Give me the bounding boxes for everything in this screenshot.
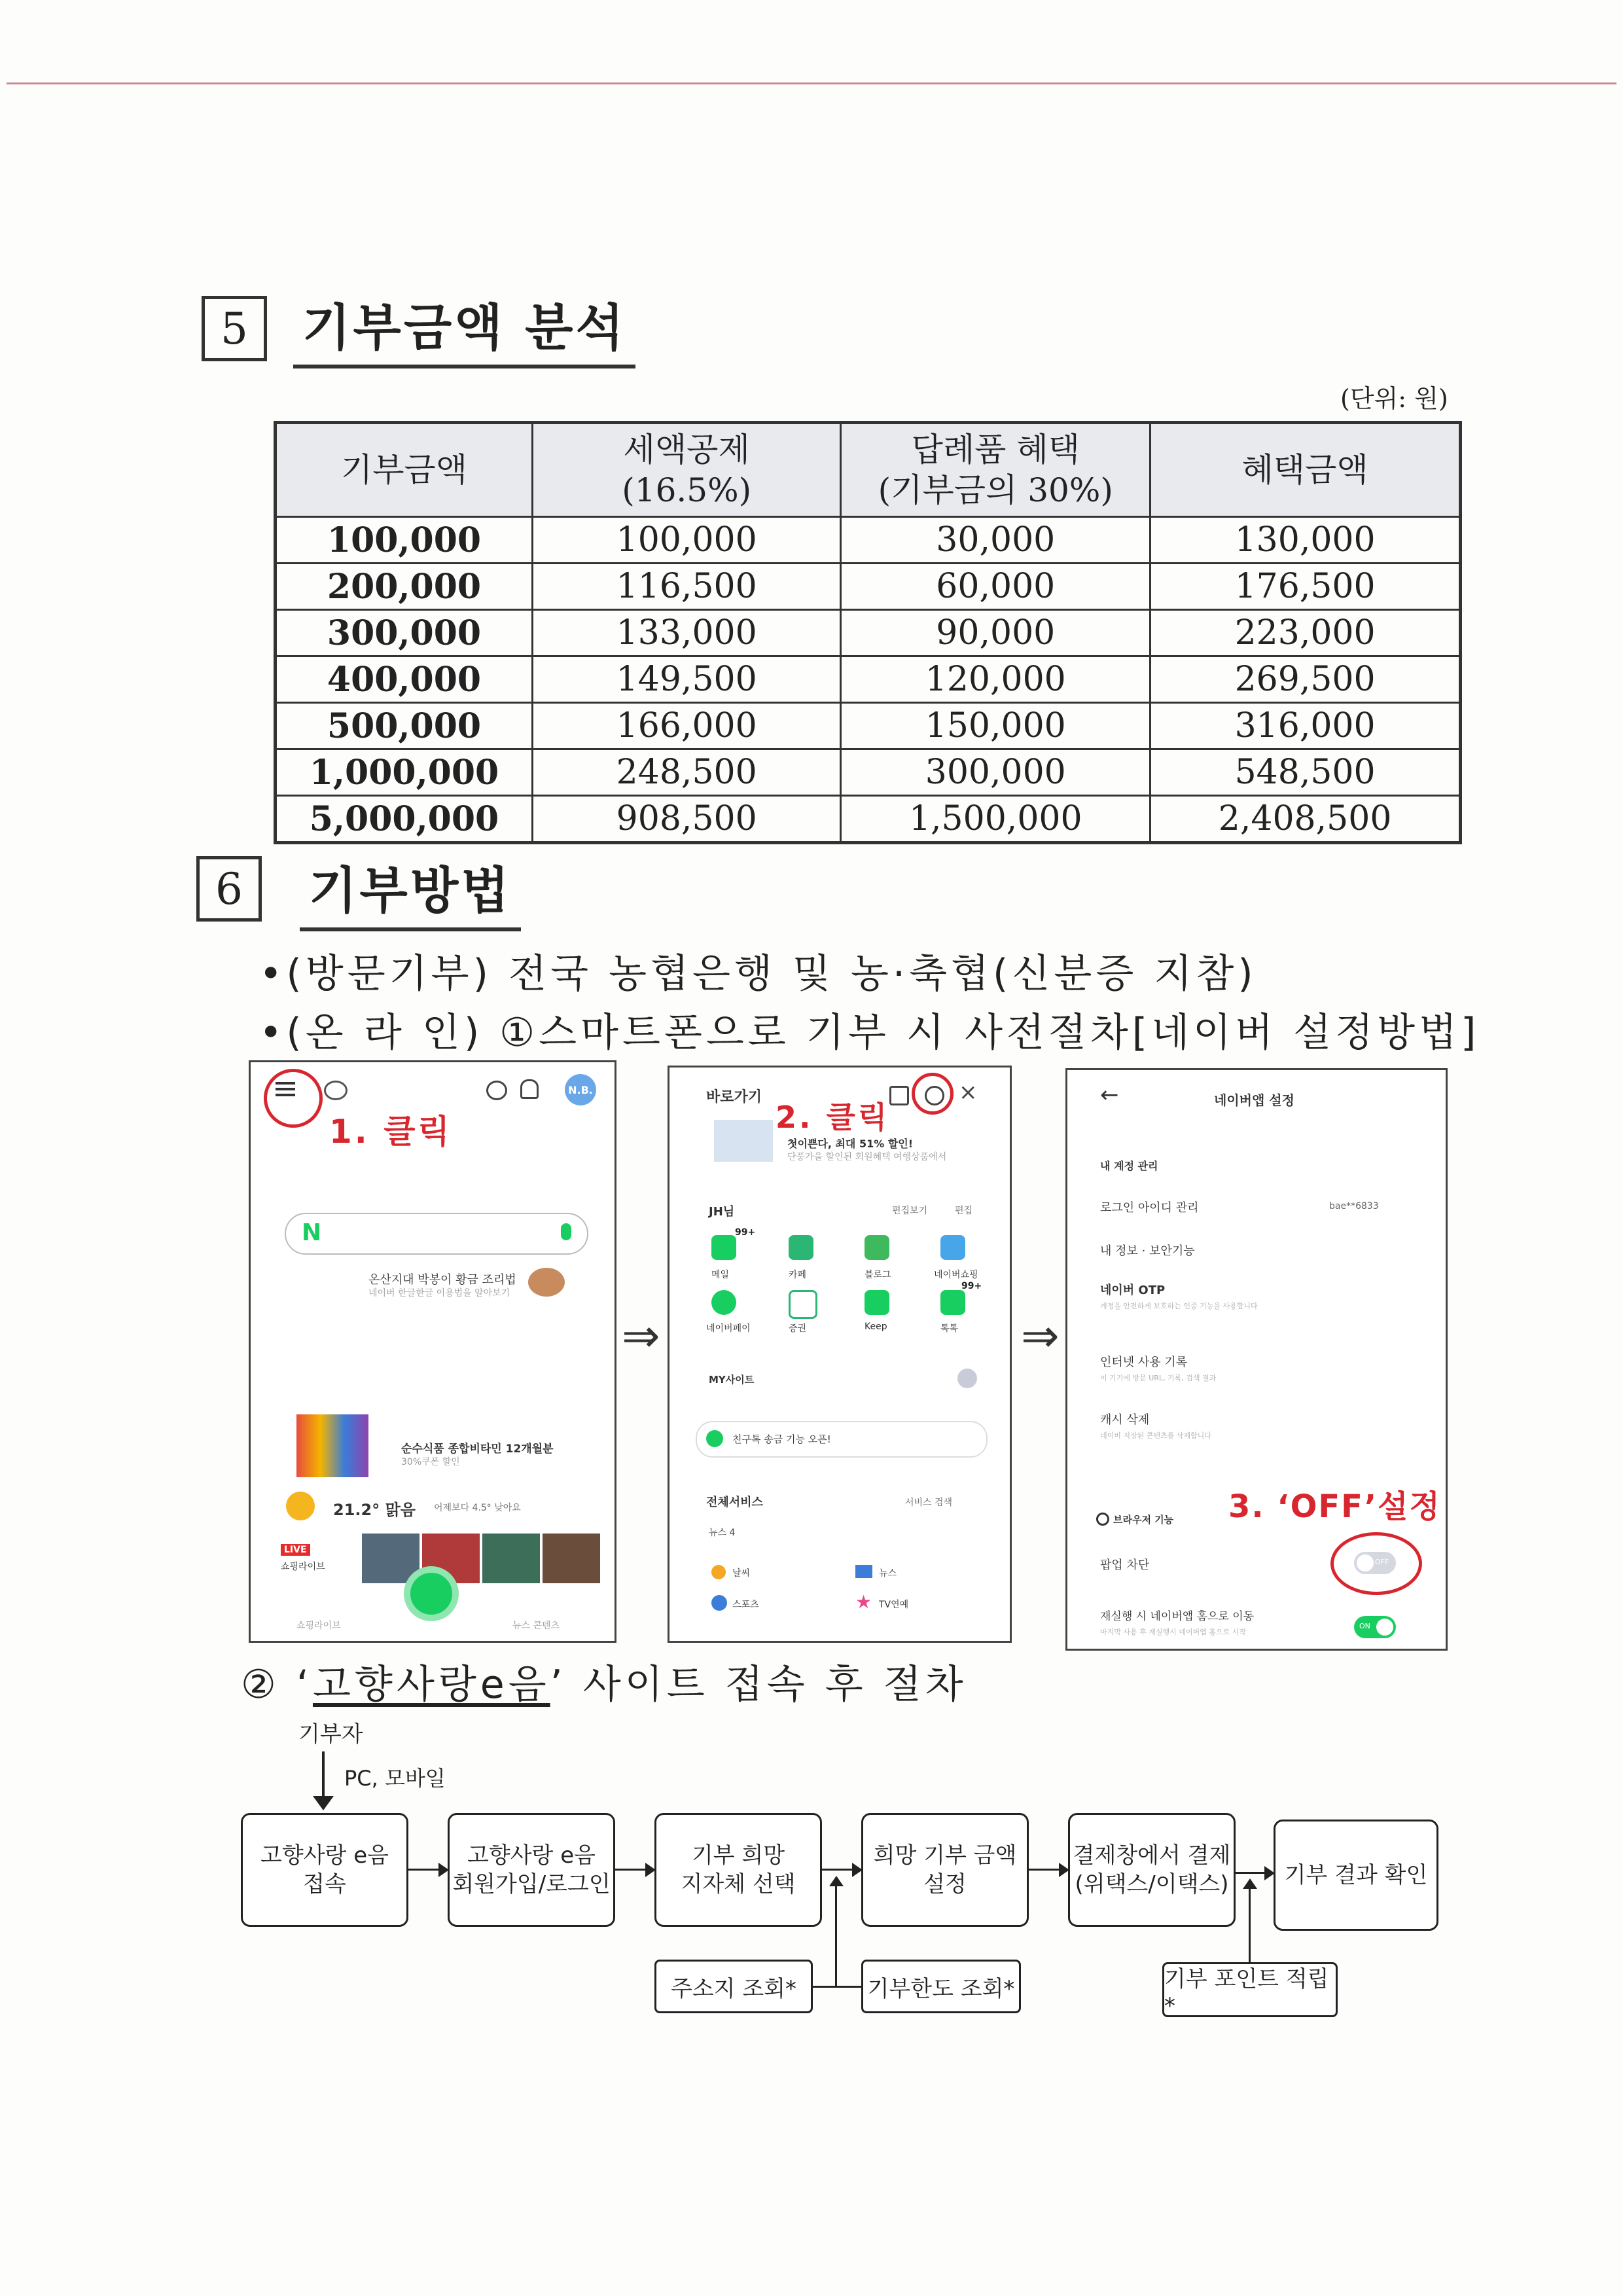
tab-count-icon[interactable] xyxy=(889,1086,909,1105)
search-input[interactable] xyxy=(285,1213,588,1255)
live-badge: LIVE xyxy=(281,1544,310,1556)
up-arrow-icon xyxy=(1243,1878,1257,1889)
globe-icon xyxy=(1096,1513,1109,1526)
table-row xyxy=(276,749,1461,796)
section-title-analysis: 기부금액 분석 xyxy=(293,288,635,368)
ad-product-image xyxy=(296,1414,368,1477)
header-tax-credit: 세액공제 (16.5%) xyxy=(533,423,841,517)
cell: 2,408,500 xyxy=(1150,796,1461,843)
table-row xyxy=(276,656,1461,703)
connector-line xyxy=(408,1869,441,1871)
table-row xyxy=(276,517,1461,564)
cell: 1,000,000 xyxy=(276,749,533,796)
browser-section: 브라우저 기능 xyxy=(1113,1514,1174,1526)
step2-label: 2. 클릭 xyxy=(776,1100,890,1135)
settings-title: 네이버앱 설정 xyxy=(1214,1092,1294,1108)
weather-icon xyxy=(711,1565,726,1579)
cell: 908,500 xyxy=(533,796,841,843)
cell: 116,500 xyxy=(533,564,841,610)
highlight-circle-gear xyxy=(912,1073,954,1115)
sun-icon xyxy=(286,1492,315,1520)
cache-description: 네이버 저장된 콘텐츠를 삭제합니다 xyxy=(1100,1431,1211,1440)
highlight-circle-menu xyxy=(264,1069,323,1128)
right-arrow-icon xyxy=(1264,1866,1275,1880)
weather-temp[interactable]: 21.2° 맑음 xyxy=(333,1501,416,1519)
weather-compare: 어제보다 4.5° 낮아요 xyxy=(434,1503,521,1513)
cell: 100,000 xyxy=(276,517,533,564)
cell: 200,000 xyxy=(276,564,533,610)
live-thumb[interactable] xyxy=(543,1534,600,1583)
sports-service[interactable]: 스포츠 xyxy=(732,1600,759,1610)
ad-subline: 단풍가을 할인된 회원혜택 여행상품에서 xyxy=(787,1152,947,1162)
popup-block: 팝업 차단 xyxy=(1100,1558,1150,1572)
cell: 133,000 xyxy=(533,610,841,656)
mail-label: 메일 xyxy=(711,1270,730,1280)
flow-step-result: 기부 결과 확인 xyxy=(1274,1820,1438,1931)
talk-badge: 99+ xyxy=(961,1281,982,1291)
cell: 1,500,000 xyxy=(841,796,1150,843)
donation-table xyxy=(274,421,1462,844)
star-icon: ★ xyxy=(855,1591,872,1613)
connector-line xyxy=(822,1869,855,1871)
header-rule xyxy=(7,82,1616,84)
tv-service[interactable]: TV연예 xyxy=(879,1600,909,1610)
all-services-title: 전체서비스 xyxy=(706,1496,763,1509)
stock-icon[interactable] xyxy=(789,1290,817,1319)
stock-label: 증권 xyxy=(789,1323,807,1334)
back-icon[interactable]: ← xyxy=(1100,1082,1119,1108)
cell: 30,000 xyxy=(841,517,1150,564)
bell-icon[interactable] xyxy=(520,1079,539,1099)
cell: 500,000 xyxy=(276,703,533,749)
live-thumb[interactable] xyxy=(482,1534,540,1583)
avatar[interactable]: N.B. xyxy=(565,1074,596,1105)
header-benefit: 혜택금액 xyxy=(1150,423,1461,517)
cell: 60,000 xyxy=(841,564,1150,610)
connector-line xyxy=(1249,1888,1251,1962)
cell: 316,000 xyxy=(1150,703,1461,749)
mail-badge: 99+ xyxy=(735,1227,756,1238)
connector-line xyxy=(835,1986,861,1988)
pay-label: 네이버페이 xyxy=(706,1323,751,1334)
talk-icon[interactable] xyxy=(940,1290,965,1315)
news-service[interactable]: 뉴스 xyxy=(879,1568,897,1579)
restart-home: 재실행 시 네이버앱 홈으로 이동 xyxy=(1100,1610,1255,1623)
flow-step-access: 고향사랑 e음 접속 xyxy=(241,1813,408,1927)
cell: 300,000 xyxy=(276,610,533,656)
flow-step-login: 고향사랑 e음 회원가입/로그인 xyxy=(448,1813,615,1927)
live-label: 쇼핑라이브 xyxy=(281,1562,325,1572)
blog-label: 블로그 xyxy=(865,1270,891,1280)
donor-label: 기부자 xyxy=(298,1721,363,1748)
otp-description: 계정을 안전하게 보호하는 인증 기능을 사용합니다 xyxy=(1100,1302,1258,1310)
section-number-5: 5 xyxy=(202,296,267,361)
keep-label: Keep xyxy=(865,1321,887,1332)
login-manage[interactable]: 로그인 아이디 관리 xyxy=(1100,1201,1199,1215)
connector-line xyxy=(835,1885,837,1988)
right-arrow-icon xyxy=(1059,1863,1069,1877)
header-gift: 답례품 혜택 (기부금의 30%) xyxy=(841,423,1150,517)
sports-icon xyxy=(711,1595,727,1611)
cafe-label: 카페 xyxy=(789,1270,807,1280)
highlight-circle-toggle xyxy=(1330,1532,1422,1595)
ad-subtitle: 30%쿠폰 할인 xyxy=(401,1457,460,1467)
ad-headline[interactable]: 첫이쁜다, 최대 51% 할인! xyxy=(787,1138,914,1150)
flow-step-set-amount: 희망 기부 금액 설정 xyxy=(861,1813,1029,1927)
table-row xyxy=(276,703,1461,749)
header-donation: 기부금액 xyxy=(276,423,533,517)
friend-banner[interactable] xyxy=(696,1421,988,1458)
green-dot-button[interactable] xyxy=(404,1566,459,1621)
screenshot-shortcuts xyxy=(668,1066,1012,1643)
section-number-6: 6 xyxy=(196,856,262,922)
info-security[interactable]: 내 정보 · 보안기능 xyxy=(1100,1244,1195,1258)
blog-icon[interactable] xyxy=(865,1235,889,1260)
mysite-label: MY사이트 xyxy=(709,1374,755,1386)
link-edit[interactable]: 편집 xyxy=(955,1206,973,1216)
banner-image xyxy=(528,1268,565,1297)
weather-service[interactable]: 날씨 xyxy=(732,1568,751,1579)
cell: 223,000 xyxy=(1150,610,1461,656)
friend-icon xyxy=(706,1430,723,1447)
right-arrow-icon xyxy=(852,1863,863,1877)
login-id: bae**6833 xyxy=(1329,1201,1379,1211)
restart-toggle[interactable] xyxy=(1354,1616,1396,1638)
connector-line xyxy=(1236,1872,1267,1874)
cell: 90,000 xyxy=(841,610,1150,656)
shopping-icon[interactable] xyxy=(940,1235,965,1260)
footer-news[interactable]: 뉴스 콘텐츠 xyxy=(512,1621,560,1631)
cell: 269,500 xyxy=(1150,656,1461,703)
account-section: 내 계정 관리 xyxy=(1100,1160,1158,1172)
step1-label: 1. 클릭 xyxy=(329,1113,452,1151)
toggle-knob xyxy=(1376,1619,1393,1636)
ad-title[interactable]: 순수식품 종합비타민 12개월분 xyxy=(401,1443,554,1456)
right-arrow-icon xyxy=(438,1863,449,1877)
keep-icon[interactable] xyxy=(865,1290,889,1315)
step3-label: 3. ‘OFF’설정 xyxy=(1228,1488,1441,1525)
shopping-label: 네이버쇼핑 xyxy=(934,1270,978,1280)
naver-logo: N xyxy=(302,1219,322,1246)
news-count: 뉴스 4 xyxy=(709,1528,736,1538)
toggle-on-label: ON xyxy=(1359,1622,1370,1630)
unit-label: (단위: 원) xyxy=(1340,384,1448,413)
close-icon[interactable]: × xyxy=(959,1079,978,1105)
table-row xyxy=(276,564,1461,610)
step2-heading: ② ‘고향사랑e음’ 사이트 접속 후 절차 xyxy=(241,1662,967,1708)
cell: 100,000 xyxy=(533,517,841,564)
down-arrow-icon xyxy=(313,1796,334,1810)
news-icon xyxy=(855,1565,872,1578)
cafe-icon[interactable] xyxy=(789,1235,813,1260)
add-icon[interactable] xyxy=(957,1369,977,1388)
bullet-visit: •(방문기부) 전국 농협은행 및 농·축협(신분증 지참) xyxy=(259,951,1257,997)
device-label: PC, 모바일 xyxy=(344,1766,446,1791)
sub-limit-check: 기부한도 조회* xyxy=(861,1960,1021,2013)
ad-image xyxy=(714,1120,773,1162)
cell: 149,500 xyxy=(533,656,841,703)
shortcuts-title: 바로가기 xyxy=(706,1089,762,1105)
link-view[interactable]: 편집보기 xyxy=(892,1206,928,1216)
pay-icon[interactable] xyxy=(711,1290,736,1315)
flow-step-payment: 결제창에서 결제 (위택스/이택스) xyxy=(1068,1813,1236,1927)
cell: 166,000 xyxy=(533,703,841,749)
arrow-icon: ⇒ xyxy=(1021,1309,1060,1363)
connector-line xyxy=(1029,1869,1061,1871)
cell: 150,000 xyxy=(841,703,1150,749)
flow-step-select-region: 기부 희망 지자체 선택 xyxy=(654,1813,822,1927)
up-arrow-icon xyxy=(829,1876,844,1886)
cell: 5,000,000 xyxy=(276,796,533,843)
footer-shopping[interactable]: 쇼핑라이브 xyxy=(296,1621,341,1631)
arrow-icon: ⇒ xyxy=(622,1309,660,1363)
internet-history[interactable]: 인터넷 사용 기록 xyxy=(1100,1355,1188,1369)
cell: 130,000 xyxy=(1150,517,1461,564)
screenshot-naver-home xyxy=(249,1060,616,1643)
service-search[interactable]: 서비스 검색 xyxy=(905,1498,953,1508)
connector-line xyxy=(615,1869,648,1871)
sub-point-accrual: 기부 포인트 적립* xyxy=(1162,1962,1338,2017)
section-title-methods: 기부방법 xyxy=(300,851,521,931)
naver-otp[interactable]: 네이버 OTP xyxy=(1100,1283,1166,1297)
cache-delete[interactable]: 캐시 삭제 xyxy=(1100,1413,1150,1427)
sub-address-check: 주소지 조회* xyxy=(654,1960,813,2013)
toggle-off-label: OFF xyxy=(1375,1558,1389,1566)
cell: 548,500 xyxy=(1150,749,1461,796)
right-arrow-icon xyxy=(645,1863,656,1877)
down-line xyxy=(322,1751,325,1800)
banner-subline: 네이버 한글한글 이용법을 알아보기 xyxy=(368,1288,510,1299)
cell: 120,000 xyxy=(841,656,1150,703)
talk-label: 톡톡 xyxy=(940,1323,959,1334)
history-description: 이 기기에 방문 URL, 기록, 검색 결과 xyxy=(1100,1374,1217,1382)
table-header-row xyxy=(276,423,1461,517)
site-name: 고향사랑e음 xyxy=(312,1662,550,1708)
user-label: JH님 xyxy=(709,1205,735,1219)
mail-icon[interactable] xyxy=(711,1235,736,1260)
restart-description: 마지막 사용 후 재실행시 네이버앱 홈으로 시작 xyxy=(1100,1628,1246,1636)
table-row xyxy=(276,610,1461,656)
bullet-online: •(온 라 인) ①스마트폰으로 기부 시 사전절차[네이버 설정방법] xyxy=(259,1010,1480,1056)
table-row xyxy=(276,796,1461,843)
screenshot-settings xyxy=(1065,1068,1448,1651)
cell: 176,500 xyxy=(1150,564,1461,610)
connector-line xyxy=(813,1986,835,1988)
banner-headline[interactable]: 온산지대 박봉이 황금 조리법 xyxy=(368,1273,516,1287)
cell: 300,000 xyxy=(841,749,1150,796)
mic-icon[interactable] xyxy=(561,1223,571,1240)
cell: 248,500 xyxy=(533,749,841,796)
chat-icon[interactable] xyxy=(324,1081,348,1100)
friend-text: 친구톡 송금 기능 오픈! xyxy=(732,1433,831,1445)
cell: 400,000 xyxy=(276,656,533,703)
message-icon[interactable] xyxy=(486,1081,507,1100)
